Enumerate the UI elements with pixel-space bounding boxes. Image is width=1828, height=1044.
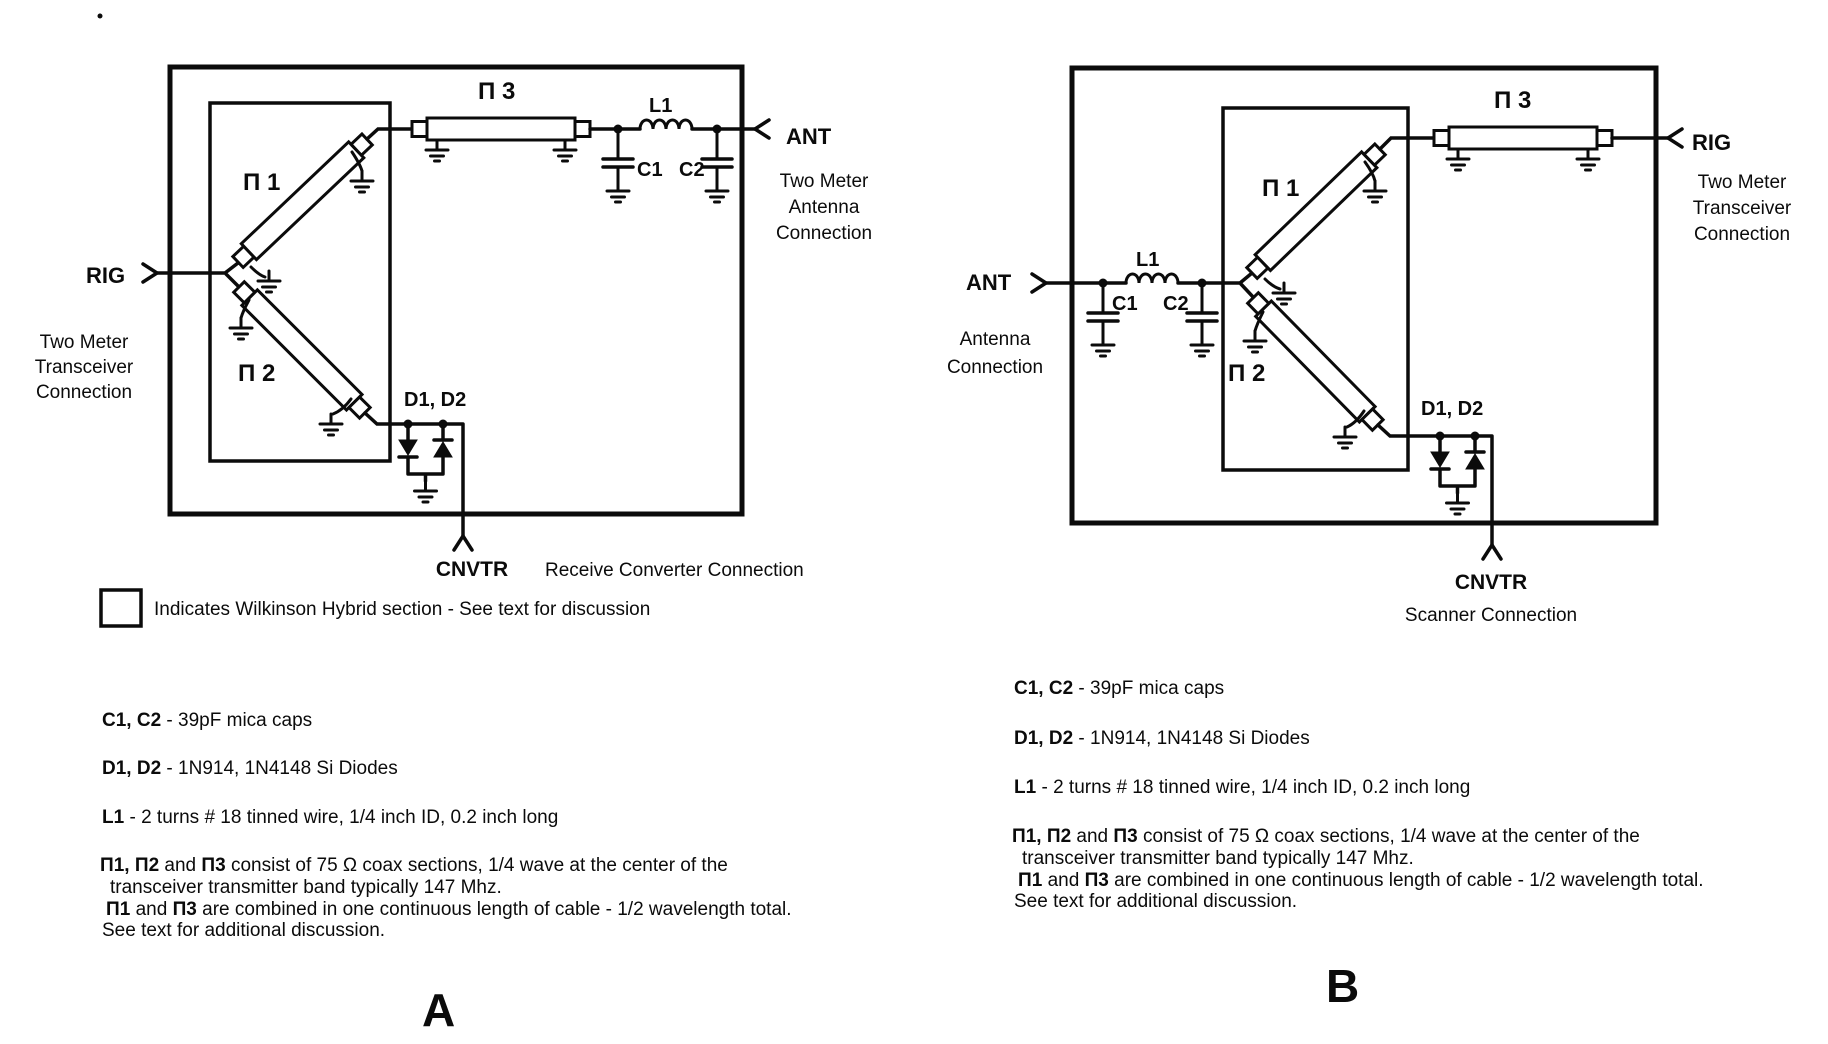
ant-desc-line: Connection [775,223,873,244]
inductor-l1-b [1126,274,1178,283]
notes-b [1012,678,1704,912]
ground-symbol [351,171,373,192]
diagram-a [35,67,872,581]
diode-pair-b [1431,432,1484,515]
c1-label-a: C1 [637,159,663,181]
capacitor-c1-a [603,129,633,202]
ground-symbol [1577,149,1599,170]
ant-label-a: ANT [786,124,832,149]
ant-port-arrow-b [1032,274,1046,292]
cnvtr-desc-b: Scanner Connection [1404,605,1578,626]
note-diodes: D1, D2 - 1N914, 1N4148 Si Diodes [1014,728,1310,749]
cnvtr-port-arrow-a [454,536,472,550]
coax-section-pi3-a [412,118,590,140]
pi2-label-a: Π 2 [238,360,276,387]
note-coax-line2: transceiver transmitter band typically 147 Mhz. [110,877,502,898]
note-see-text: See text for additional discussion. [1014,891,1298,912]
legend-box-icon [101,590,141,626]
rig-desc-line: Transceiver [1692,198,1792,219]
rig-desc-line: Two Meter [1697,172,1787,193]
note-coax-line3: Π1 and Π3 are combined in one continuous length of cable - 1/2 wavelength total. [1018,870,1704,891]
ant-desc-line: Antenna [959,329,1031,350]
ant-desc-line: Two Meter [779,171,869,192]
cnvtr-desc-a: Receive Converter Connection [545,560,804,581]
rig-desc-line: Connection [1693,224,1791,245]
inductor-l1-a [640,120,692,129]
pi1-ground-stub [1265,279,1280,289]
ground-symbol [230,318,252,339]
ground-symbol [426,140,448,161]
diagram-b [947,68,1792,626]
scan-artifact [98,14,103,19]
ground-symbol [554,140,576,161]
cnvtr-port-arrow-b [1483,545,1501,559]
ground-symbol [1364,181,1386,202]
ant-desc-line: Antenna [788,197,860,218]
rig-port-arrow-b [1668,129,1682,147]
capacitor-c2-a [702,129,732,202]
cnvtr-label-a: CNVTR [435,558,509,581]
pi1-label-b: Π 1 [1262,175,1300,202]
note-coax-line2: transceiver transmitter band typically 147 Mhz. [1022,848,1414,869]
legend [101,590,650,626]
notes-a [100,710,792,941]
ant-desc-line: Connection [946,357,1044,378]
ground-symbol [320,414,342,435]
d1d2-label-a: D1, D2 [404,389,467,411]
note-caps: C1, C2 - 39pF mica caps [102,710,313,731]
diode-pair-a [399,420,452,503]
rig-desc-line: Transceiver [34,357,134,378]
legend-text: Indicates Wilkinson Hybrid section - See text for discussion [154,599,651,620]
pi1-ground-stub [251,267,265,277]
l1-label-a: L1 [649,95,673,117]
capacitor-c2-b [1187,283,1217,356]
note-coax-line1: Π1, Π2 and Π3 consist of 75 Ω coax sections, 1/4 wave at the center of the [1012,826,1640,847]
rig-label-b: RIG [1692,130,1732,155]
coax-section-pi3-b [1434,127,1612,149]
ground-symbol [1334,427,1356,448]
l1-label-b: L1 [1136,249,1160,271]
note-inductor: L1 - 2 turns # 18 tinned wire, 1/4 inch ID, 0.2 inch long [102,807,559,828]
ant-label-b: ANT [966,270,1012,295]
rig-port-arrow-a [143,264,157,282]
note-caps: C1, C2 - 39pF mica caps [1014,678,1225,699]
ground-symbol [1447,149,1469,170]
rig-desc-line: Two Meter [39,332,129,353]
pi1-label-a: Π 1 [243,169,281,196]
cnvtr-label-b: CNVTR [1454,571,1528,594]
note-inductor: L1 - 2 turns # 18 tinned wire, 1/4 inch ID, 0.2 inch long [1014,777,1471,798]
note-coax-line3: Π1 and Π3 are combined in one continuous length of cable - 1/2 wavelength total. [106,899,792,920]
figure-label-a: A [422,984,456,1036]
rig-label-a: RIG [86,263,126,288]
d1d2-label-b: D1, D2 [1421,398,1484,420]
ant-port-arrow-a [755,120,769,138]
note-coax-line1: Π1, Π2 and Π3 consist of 75 Ω coax sections, 1/4 wave at the center of the [100,855,728,876]
figure-label-b: B [1326,960,1360,1012]
pi3-label-b: Π 3 [1494,87,1532,114]
c2-label-a: C2 [679,159,705,181]
rig-desc-line: Connection [35,382,133,403]
note-see-text: See text for additional discussion. [102,920,386,941]
c1-label-b: C1 [1112,293,1138,315]
pi3-label-a: Π 3 [478,78,516,105]
c2-label-b: C2 [1163,293,1189,315]
pi2-label-b: Π 2 [1228,360,1266,387]
ground-symbol [1244,331,1266,352]
note-diodes: D1, D2 - 1N914, 1N4148 Si Diodes [102,758,398,779]
